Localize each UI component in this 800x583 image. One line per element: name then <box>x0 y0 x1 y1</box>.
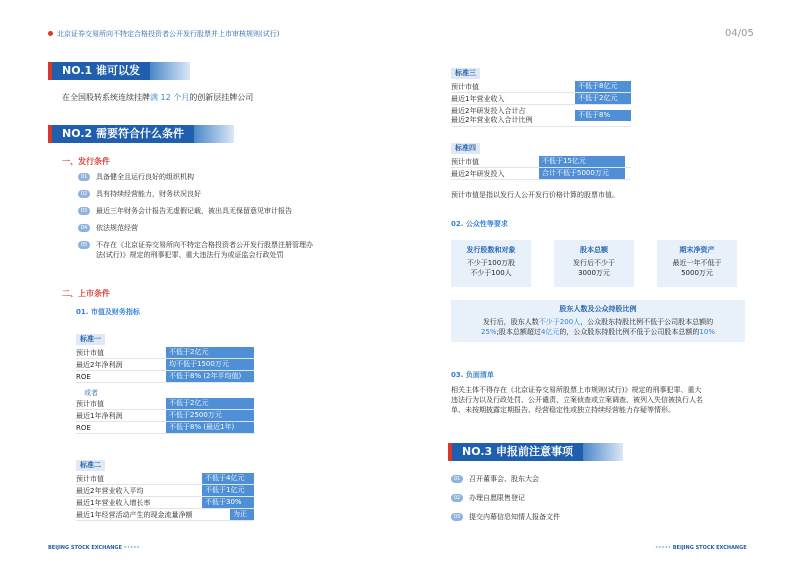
sec1-text: 在全国股转系统连续挂牌满 12 个月的创新层挂牌公司 <box>62 93 254 102</box>
table-row: 预计市值 不低于2亿元 <box>76 398 254 410</box>
sec3-list <box>451 474 560 530</box>
header-dot <box>48 31 53 36</box>
table-row: 预计市值 不低于2亿元 <box>76 347 254 359</box>
list-item: 04 依法规范经营 <box>78 223 313 233</box>
shareholder-ratio-box: 股东人数及公众持股比例 发行后，股东人数不少于200人，公众股东持股比例不低于公司股本总额的 25%;股本总额超过4亿元的，公众股东持股比例不低于公司股本总额的10% <box>451 300 745 342</box>
listing-title: 二、上市条件 <box>62 289 110 298</box>
standard-3-table <box>451 60 631 127</box>
table-row: 最近1年营业收入 不低于2亿元 <box>451 93 631 105</box>
standard-2-table <box>76 452 254 521</box>
card-net-assets: 期末净资产 最近一年不低于 5000万元 <box>657 240 737 287</box>
sub-title-3: 03. 负面清单 <box>451 371 494 379</box>
std4-label: 标准四 <box>451 143 480 154</box>
table-row: ROE 不低于8% (2年平均值) <box>76 371 254 383</box>
table-row: 预计市值 不低于8亿元 <box>451 81 631 93</box>
table-row: 最近2年研发投入合计占 最近2年营业收入合计比例 不低于8% <box>451 105 631 127</box>
page-number: 04/05 <box>725 28 754 39</box>
footer-right: ••••• BEIJING STOCK EXCHANGE <box>655 545 747 551</box>
table-row: 预计市值 不低于4亿元 <box>76 473 254 485</box>
table-row: ROE 不低于8% (最近1年) <box>76 422 254 434</box>
list-item: 03 最近三年财务会计报告无虚假记载，被出具无保留意见审计报告 <box>78 206 313 216</box>
market-value-note: 预计市值是指以发行人公开发行价格计算的股票市值。 <box>451 191 619 199</box>
sub-title-2: 02. 公众性等要求 <box>451 220 508 228</box>
section-header-3: NO.3 申报前注意事项 <box>448 443 623 461</box>
issue-title: 一、发行条件 <box>62 157 110 166</box>
card-shares: 发行股数和对象 不少于100万股 不少于100人 <box>451 240 531 287</box>
list-item: 02 办理自愿限售登记 <box>451 493 560 503</box>
standard-4-table <box>451 135 631 180</box>
list-item: 01 召开董事会、股东大会 <box>451 474 560 484</box>
table-row: 最近1年经营活动产生的现金流量净额 为正 <box>76 509 254 521</box>
section-header-2: NO.2 需要符合什么条件 <box>48 125 234 143</box>
list-item: 05 不存在《北京证券交易所向不特定合格投资者公开发行股票注册管理办 法(试行)》规定的刑事犯罪、重大违法行为或证监会行政处罚 <box>78 240 313 260</box>
issue-list <box>78 172 313 268</box>
std1-label: 标准一 <box>76 334 105 345</box>
negative-list-text: 相关主体不得存在《北京证券交易所股票上市规则(试行)》规定的刑事犯罪、重大 违法行为以及行政处罚、公开谴责、立案侦查或立案调查、被列入失信被执行人名 单、未按期披露定期报告、经营稳定性或独立持续经营能力存疑等情形。 <box>451 386 703 414</box>
table-row: 最近2年净利润 均不低于1500万元 <box>76 359 254 371</box>
table-row: 预计市值 不低于15亿元 <box>451 156 631 168</box>
standard-1-table <box>76 326 254 434</box>
sub-title-1: 01. 市值及财务指标 <box>76 308 140 316</box>
card-capital: 股本总额 发行后不少于 3000万元 <box>554 240 634 287</box>
list-item: 01 具备健全且运行良好的组织机构 <box>78 172 313 182</box>
table-row: 最近2年营业收入平均 不低于1亿元 <box>76 485 254 497</box>
std2-label: 标准二 <box>76 460 105 471</box>
table-row: 最近1年营业收入增长率 不低于30% <box>76 497 254 509</box>
table-row: 最近2年研发投入 合计不低于5000万元 <box>451 168 631 180</box>
footer-left: BEIJING STOCK EXCHANGE ••••• <box>48 545 140 551</box>
section-header-1: NO.1 谁可以发 <box>48 62 190 80</box>
std3-label: 标准三 <box>451 68 480 79</box>
list-item: 03 提交内幕信息知情人报备文件 <box>451 512 560 522</box>
doc-title: 北京证券交易所向不特定合格投资者公开发行股票并上市审核规则(试行) <box>57 30 280 38</box>
or-label: 或者 <box>84 389 98 397</box>
table-row: 最近1年净利润 不低于2500万元 <box>76 410 254 422</box>
list-item: 02 具有持续经营能力，财务状况良好 <box>78 189 313 199</box>
